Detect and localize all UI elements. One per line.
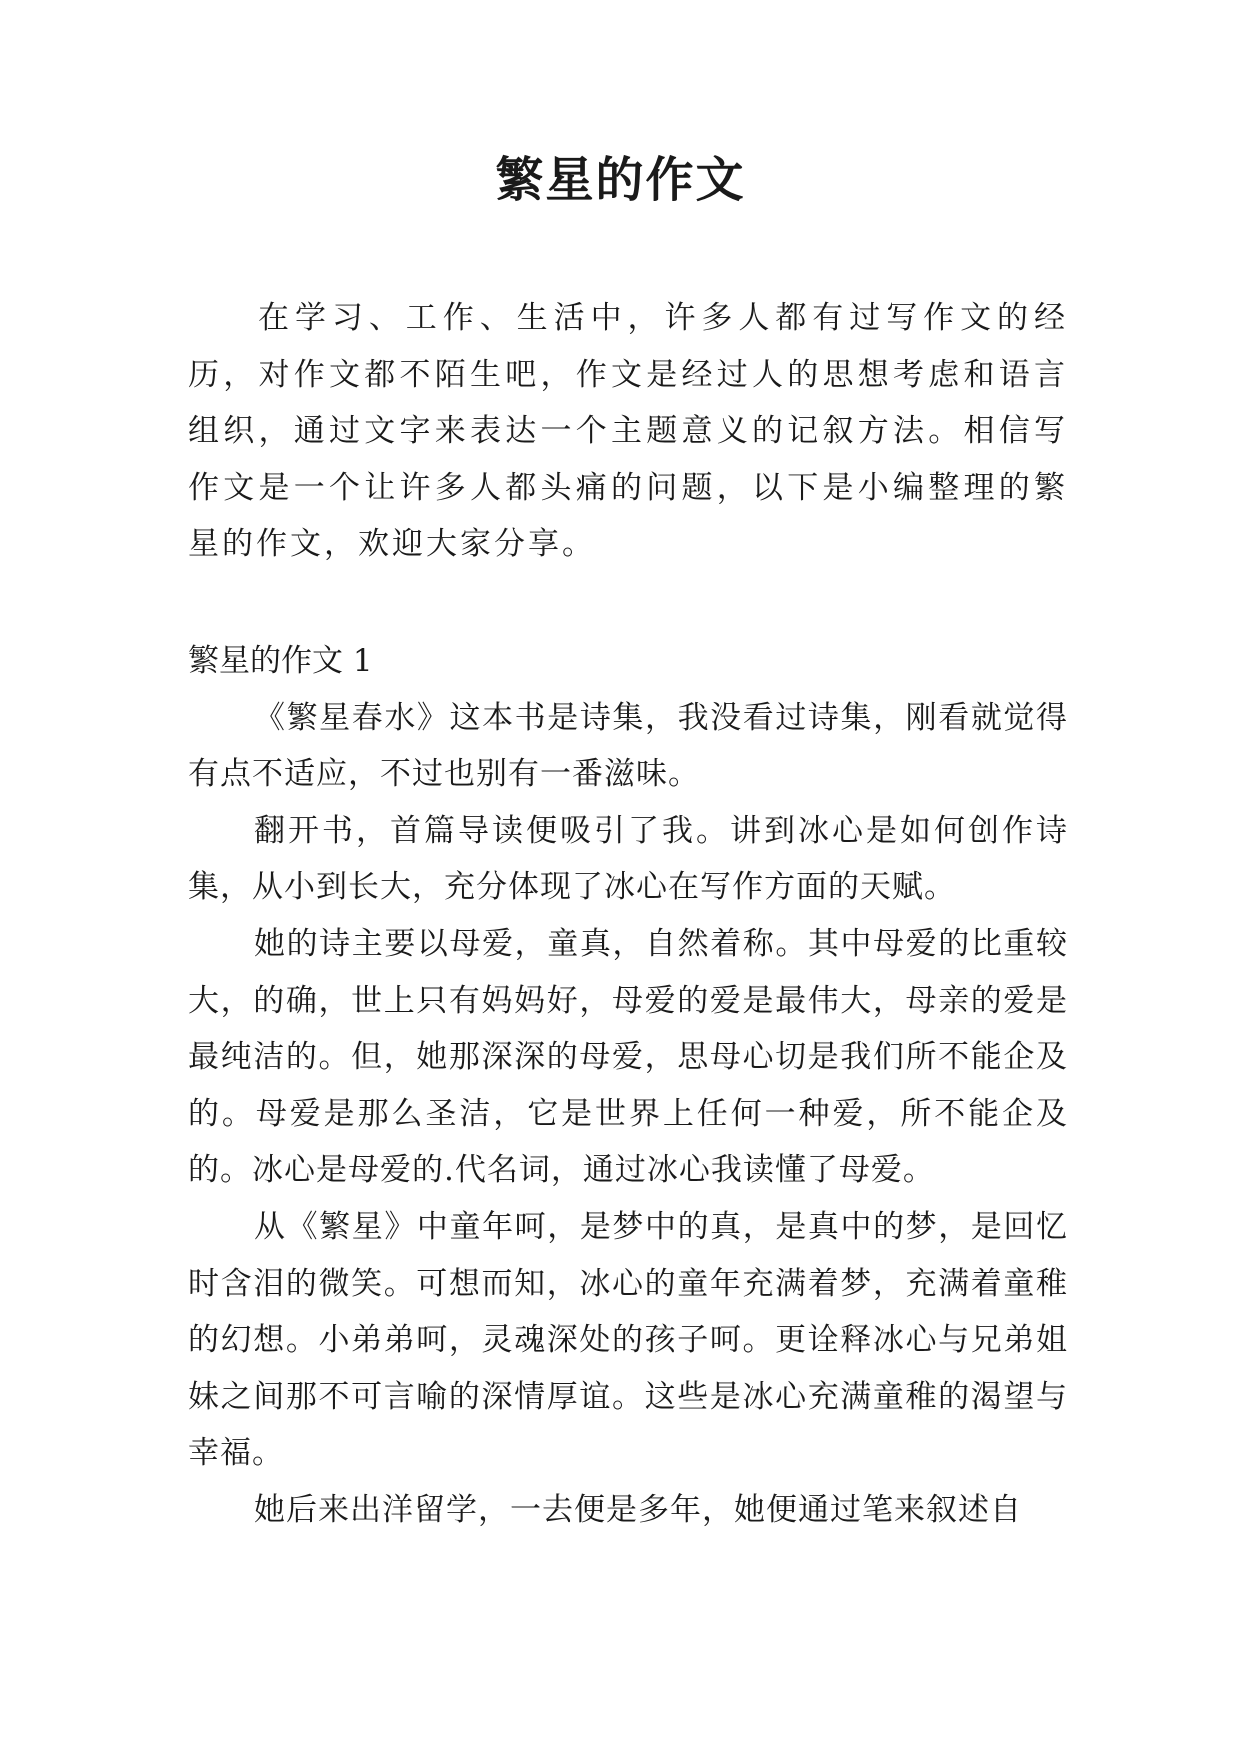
paragraph-3: 她的诗主要以母爱，童真，自然着称。其中母爱的比重较大，的确，世上只有妈妈好，母爱的爱是最伟大，母亲的爱是最纯洁的。但，她那深深的母爱，思母心切是我们所不能企及的。母爱是那么圣洁，它是世界上任何一种爱，所不能企及的。冰心是母爱的.代名词，通过冰心我读懂了母爱。 <box>188 925 1068 1189</box>
section-heading: 繁星的作文 1 <box>188 643 373 679</box>
paragraph-4: 从《繁星》中童年呵，是梦中的真，是真中的梦，是回忆时含泪的微笑。可想而知，冰心的童年充满着梦，充满着童稚的幻想。小弟弟呵，灵魂深处的孩子呵。更诠释冰心与兄弟姐妹之间那不可言喻的深情厚谊。这些是冰心充满童稚的渴望与幸福。 <box>188 1208 1068 1472</box>
intro-paragraph: 在学习、工作、生活中，许多人都有过写作文的经历，对作文都不陌生吧，作文是经过人的思想考虑和语言组织，通过文字来表达一个主题意义的记叙方法。相信写作文是一个让许多人都头痛的问题，以下是小编整理的繁星的作文，欢迎大家分享。 <box>188 300 1068 563</box>
paragraph-2: 翻开书，首篇导读便吸引了我。讲到冰心是如何创作诗集，从小到长大，充分体现了冰心在写作方面的天赋。 <box>188 812 1068 906</box>
paragraph-1: 《繁星春水》这本书是诗集，我没看过诗集，刚看就觉得有点不适应，不过也别有一番滋味。 <box>188 699 1068 793</box>
essay-section-1 <box>188 633 1068 1539</box>
paragraph-5: 她后来出洋留学，一去便是多年，她便通过笔来叙述自 <box>254 1491 1022 1528</box>
document-title: 繁星的作文 <box>495 152 746 208</box>
